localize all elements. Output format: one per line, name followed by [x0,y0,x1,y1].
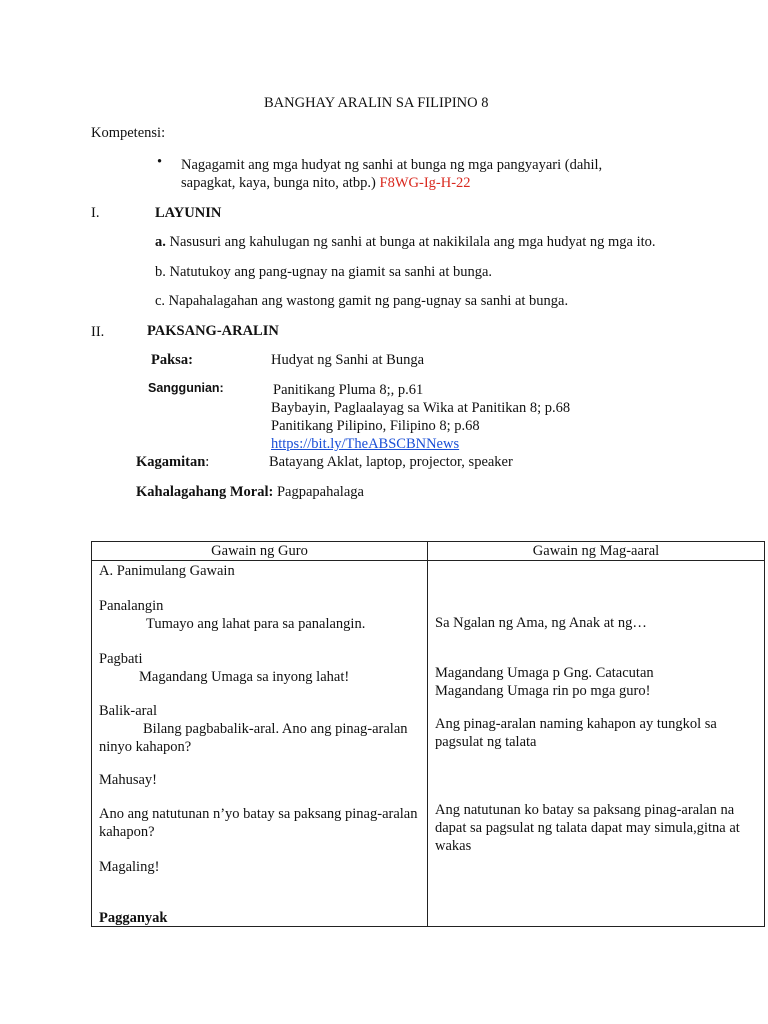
objective-c: c. Napahalagahan ang wastong gamit ng pang-ugnay sa sanhi at bunga. [155,293,569,309]
table-row [92,561,765,927]
pagganyak-heading: Pagganyak [99,910,168,926]
section-2-number: II. [91,324,105,340]
document-title: BANGHAY ARALIN SA FILIPINO 8 [264,95,489,111]
pagbati-heading: Pagbati [99,651,143,667]
bati-text: Magandang Umaga rin po mga guro! [435,683,651,699]
kompetensi-label: Kompetensi: [91,125,166,141]
competency-text-line1: Nagagamit ang mga hudyat ng sanhi at bunga ng mga pangyayari (dahil, [181,157,603,173]
paksa-value: Hudyat ng Sanhi at Bunga [271,352,425,368]
table-header-row [92,542,765,561]
panalangin-heading: Panalangin [99,598,164,614]
kagamitan-value: Batayang Aklat, laptop, projector, speaker [269,454,513,470]
moral-value: Pagpapahalaga [276,484,364,500]
sagot-natutunan: Ang natutunan ko batay sa paksang pinag-aralan na dapat sa pagsulat ng talata dapat may simula,gitna at wakas [435,802,740,854]
objective-a [155,233,656,251]
sagot-balik-aral: Ang pinag-aralan naming kahapon ay tungkol sa pagsulat ng talata [435,716,717,750]
sanggunian-label: Sanggunian: [148,381,224,395]
objective-a-letter: a. [155,234,166,250]
sanggunian-item: Baybayin, Paglaalayag sa Wika at Panitikan 8; p.68 [271,400,571,416]
panimulang-gawain: A. Panimulang Gawain [99,563,235,579]
moral-row [136,483,364,501]
moral-label: Kahalagahang Moral: [136,484,274,500]
section-2-title: PAKSANG-ARALIN [147,323,279,339]
competency-text: sapagkat, kaya, bunga nito, atbp.) [181,175,376,191]
lesson-table [91,541,765,927]
kagamitan-label-text: Kagamitan [136,454,206,470]
sanggunian-item: Panitikang Pilipino, Filipino 8; p.68 [271,418,480,434]
paksa-label: Paksa: [151,352,193,368]
tanong-text: Ano ang natutunan n’yo batay sa paksang pinag-aralan kahapon? [99,806,418,840]
student-cell [428,561,765,927]
bati-text: Magandang Umaga p Gng. Catacutan [435,665,654,681]
objective-a-text: Nasusuri ang kahulugan ng sanhi at bunga at nakikilala ang mga hudyat ng mga ito. [169,234,656,250]
dasal-text: Sa Ngalan ng Ama, ng Anak at ng… [435,615,647,631]
competency-text-line2 [181,174,471,192]
magaling-text: Magaling! [99,859,160,875]
teacher-cell [92,561,428,927]
kagamitan-colon: : [205,454,210,470]
sanggunian-item: Panitikang Pluma 8;, p.61 [273,382,424,398]
kagamitan-label [136,453,209,471]
balik-aral-heading: Balik-aral [99,703,157,719]
mahusay-text: Mahusay! [99,772,157,788]
panalangin-text: Tumayo ang lahat para sa panalangin. [146,616,366,632]
header-gawain-ng-mag-aaral: Gawain ng Mag-aaral [428,542,765,561]
objective-b: b. Natutukoy ang pang-ugnay na giamit sa sanhi at bunga. [155,264,493,280]
bullet-icon: • [157,154,163,170]
section-1-title: LAYUNIN [155,205,222,221]
pagbati-text: Magandang Umaga sa inyong lahat! [139,669,350,685]
sanggunian-link[interactable]: https://bit.ly/TheABSCBNNews [271,436,460,452]
section-1-number: I. [91,205,100,221]
header-gawain-ng-guro: Gawain ng Guro [92,542,428,561]
competency-code: F8WG-Ig-H-22 [379,175,471,191]
balik-aral-text: Bilang pagbabalik-aral. Ano ang pinag-aralan ninyo kahapon? [99,721,408,755]
